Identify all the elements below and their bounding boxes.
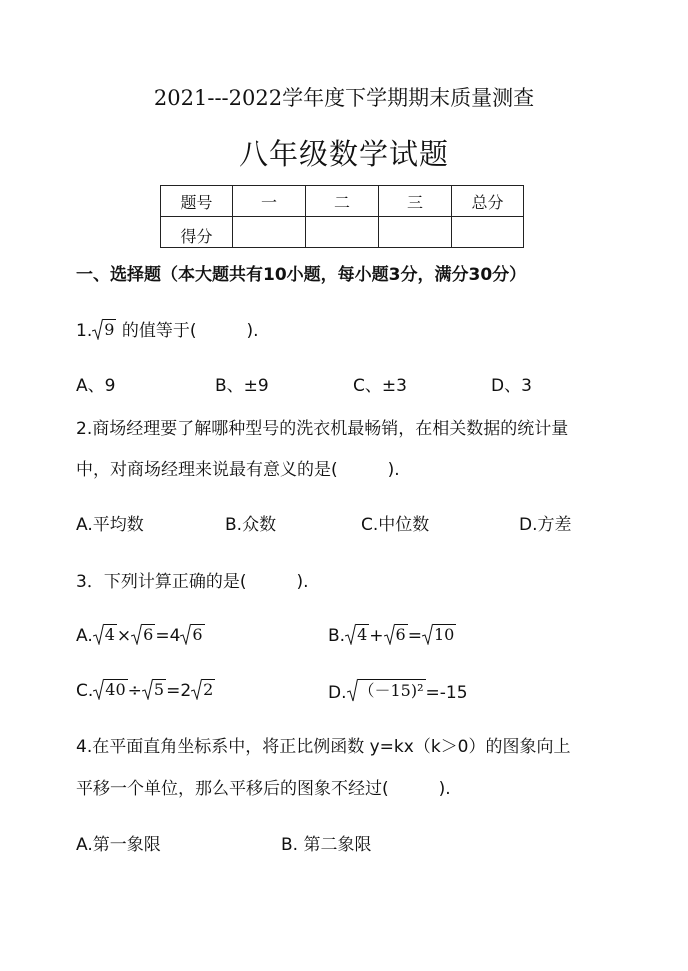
question-stem: 的值等于(: [116, 321, 197, 341]
radicand: 40: [105, 680, 126, 699]
sqrt-expression: [347, 678, 426, 702]
score-table-header-row: [161, 186, 524, 217]
question-2-line-1: 2.商场经理要了解哪种型号的洗衣机最畅销，在相关数据的统计量: [76, 419, 569, 439]
score-cell-empty[interactable]: [233, 217, 306, 248]
score-cell-part-2: 二: [306, 186, 379, 217]
radicand: 2: [203, 680, 214, 699]
sqrt-icon: [92, 318, 103, 340]
sqrt-icon: [93, 623, 104, 645]
sqrt-icon: [131, 623, 142, 645]
sqrt-expression: [384, 623, 408, 645]
option-b[interactable]: B、±9: [215, 376, 269, 396]
score-cell-question-no: 题号: [161, 186, 233, 217]
question-stem: 中，对商场经理来说最有意义的是(: [76, 460, 338, 480]
sqrt-expression: [345, 623, 369, 645]
operator: ÷: [127, 681, 142, 701]
sqrt-expression: [131, 623, 155, 645]
radicand: 5: [153, 680, 165, 699]
option-label: C.: [76, 681, 94, 701]
score-cell-total: 总分: [452, 186, 524, 217]
option-label: D.: [328, 683, 347, 703]
question-close: ).: [387, 460, 400, 480]
score-table-score-row: [161, 217, 524, 248]
equals: =-15: [425, 683, 468, 703]
sqrt-icon: [347, 678, 358, 702]
radicand: 4: [357, 625, 368, 644]
option-label: A.: [76, 626, 93, 646]
option-a[interactable]: A.平均数: [76, 515, 144, 535]
option-d[interactable]: [328, 678, 468, 706]
section-heading: 一、选择题（本大题共有10小题，每小题3分，满分30分）: [76, 265, 527, 285]
sqrt-icon: [345, 623, 356, 645]
sqrt-expression: [180, 623, 204, 645]
option-c[interactable]: C、±3: [353, 376, 407, 396]
sqrt-expression: [422, 623, 456, 645]
question-stem: 平移一个单位，那么平移后的图象不经过(: [76, 779, 389, 799]
question-close: ).: [438, 779, 451, 799]
sqrt-icon: [180, 623, 191, 645]
radicand: 9: [104, 320, 115, 339]
radicand: 6: [395, 625, 406, 644]
sqrt-expression: [92, 318, 116, 340]
equals: =4: [155, 626, 181, 646]
score-cell-empty[interactable]: [306, 217, 379, 248]
sqrt-expression: [93, 678, 127, 700]
question-4-line-2: [76, 776, 451, 802]
option-a[interactable]: A.第一象限: [76, 835, 161, 855]
question-3: [76, 569, 309, 595]
radicand: 6: [192, 625, 203, 644]
subject-title: 八年级数学试题: [238, 137, 449, 171]
equals: =: [407, 626, 422, 646]
sqrt-expression: [191, 678, 215, 700]
option-b[interactable]: B.众数: [225, 515, 277, 535]
option-b[interactable]: B. 第二象限: [281, 835, 372, 855]
radicand: 4: [104, 625, 115, 644]
option-c[interactable]: C.中位数: [361, 515, 430, 535]
question-stem: 3．下列计算正确的是(: [76, 572, 247, 592]
option-b[interactable]: [328, 623, 456, 649]
radicand: 10: [433, 625, 455, 644]
score-cell-part-1: 一: [233, 186, 306, 217]
sqrt-icon: [142, 678, 153, 700]
option-d[interactable]: D、3: [491, 376, 532, 396]
operator: ×: [116, 626, 132, 646]
sqrt-icon: [384, 623, 395, 645]
option-a[interactable]: [76, 623, 205, 649]
radicand: 6: [143, 625, 154, 644]
score-cell-score-label: 得分: [161, 217, 233, 248]
option-a[interactable]: A、9: [76, 376, 116, 396]
option-label: B.: [328, 626, 346, 646]
exam-title: 2021---2022学年度下学期期末质量测查: [153, 86, 535, 110]
radicand: （－15)²: [358, 681, 424, 700]
equals: =2: [166, 681, 192, 701]
score-cell-empty[interactable]: [379, 217, 452, 248]
sqrt-icon: [93, 678, 104, 700]
sqrt-icon: [422, 623, 433, 645]
option-d[interactable]: D.方差: [519, 515, 572, 535]
score-cell-part-3: 三: [379, 186, 452, 217]
score-table: [160, 185, 524, 248]
sqrt-expression: [142, 678, 166, 700]
option-c[interactable]: [76, 678, 215, 704]
question-number: 1.: [76, 321, 93, 341]
sqrt-icon: [191, 678, 202, 700]
question-2-line-2: [76, 457, 400, 483]
score-cell-empty[interactable]: [452, 217, 524, 248]
sqrt-expression: [93, 623, 117, 645]
operator: +: [369, 626, 384, 646]
question-4-line-1: 4.在平面直角坐标系中，将正比例函数 y=kx（k＞0）的图象向上: [76, 737, 571, 757]
question-close: ).: [246, 321, 259, 341]
question-close: ).: [296, 572, 309, 592]
question-1: [76, 318, 259, 344]
